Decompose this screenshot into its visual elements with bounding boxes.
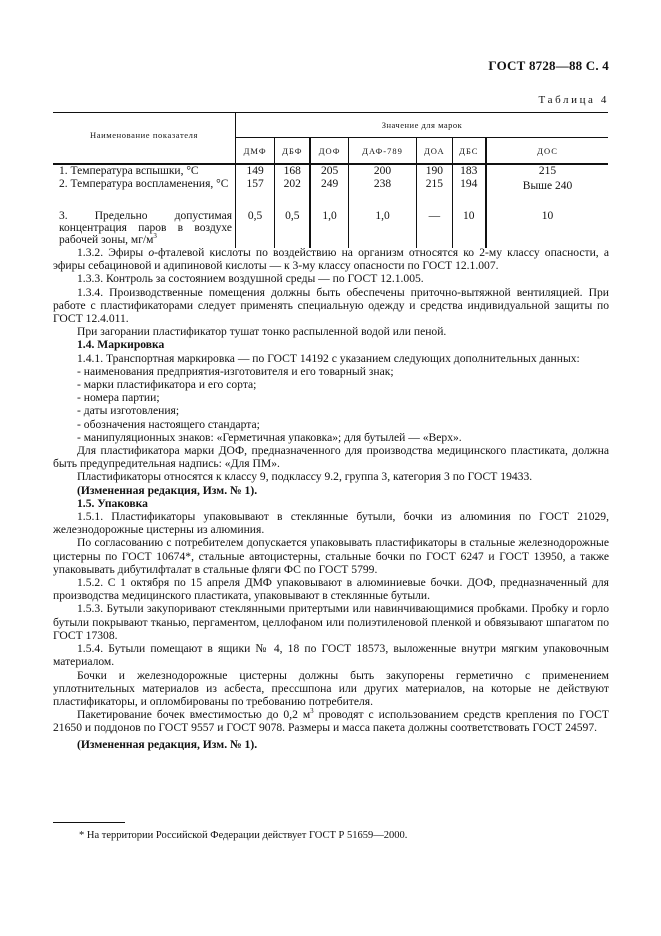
paragraph-1-5-4: 1.5.4. Бутыли помещают в ящики № 4, 18 по ГОСТ 18573, выложенные внутри мягким упаковочным материалом. <box>53 642 609 669</box>
paragraph-1-3-2 <box>53 246 609 272</box>
paragraph-1-5-2: 1.5.2. С 1 октября по 15 апреля ДМФ упаковывают в алюминиевые бочки. ДОФ, предназначенный для производства медицинского пластиката, упаковывают в стеклянные бутыли. <box>53 576 609 603</box>
paragraph-fire: При загорании пластификатор тушат тонко распыленной водой или пеной. <box>77 325 447 339</box>
table-cell: 10 <box>452 210 486 248</box>
column-header-indicator: Наименование показателя <box>53 113 236 165</box>
paragraph-agreement: По согласованию с потребителем допускается упаковывать пластификаторы в стальные железнодорожные цистерны по ГОСТ 10674*, стальные автоцистерны, стальные бочки по ГОСТ 6247 и ГОСТ 13950, а также упаковывать дибутилфталат в стальные фляги ФС по ГОСТ 5799. <box>53 536 609 576</box>
paragraph-1-4-1: 1.4.1. Транспортная маркировка — по ГОСТ 14192 с указанием следующих дополнительных данных: <box>77 351 580 365</box>
paragraph-dof: Для пластификатора марки ДОФ, предназначенного для производства медицинского пластиката, должна быть предупредительная надпись: «Для ПМ». <box>53 444 609 471</box>
list-item: - манипуляционных знаков: «Герметичная упаковка»; для бутылей — «Верх». <box>53 431 609 444</box>
column-header-dof: ДОФ <box>310 138 348 164</box>
table-cell: 0,5 <box>275 210 311 248</box>
superscript: 3 <box>310 707 314 716</box>
document-body <box>53 246 609 751</box>
table-row <box>53 210 608 248</box>
table-cell: 183 <box>452 164 486 178</box>
marking-list <box>53 365 609 444</box>
table-cell: 200 <box>348 164 416 178</box>
list-item: - наименования предприятия-изготовителя и его товарный знак; <box>53 365 609 378</box>
list-item: - даты изготовления; <box>53 404 609 417</box>
table-cell: 1,0 <box>348 210 416 248</box>
table-cell: 190 <box>417 164 452 178</box>
footnote-divider <box>53 822 125 823</box>
paragraph-1-3-3: 1.3.3. Контроль за состоянием воздушной среды — по ГОСТ 12.1.005. <box>77 272 424 286</box>
table-cell: — <box>417 210 452 248</box>
list-item: - номера партии; <box>53 391 609 404</box>
text: проводят с использованием средств крепления по ГОСТ 21650 и поддонов по ГОСТ 9557 и ГОСТ 9078. Размеры и масса пакета должны соответствовать ГОСТ 24597. <box>53 708 610 735</box>
table-row <box>53 178 608 210</box>
table-cell: 194 <box>452 178 486 210</box>
paragraph-1-5-3: 1.5.3. Бутыли закупоривают стеклянными притертыми или навинчивающимися пробками. Пробку и горло бутыли покрывают тканью, пергаментом, целлофаном или полиэтиленовой пленкой и обвязывают шпагатом по ГОСТ 17308. <box>53 602 609 642</box>
footnote: * На территории Российской Федерации действует ГОСТ Р 51659—2000. <box>79 830 408 841</box>
row-label-text: 3. Предельно допустимая концентрация паров в воздухе рабочей зоны, мг/м <box>59 210 232 246</box>
amendment-note: (Измененная редакция, Изм. № 1). <box>77 483 258 497</box>
table-cell: 10 <box>486 210 608 248</box>
table-cell: 202 <box>275 178 311 210</box>
paragraph-1-3-4: 1.3.4. Производственные помещения должны быть обеспечены приточно-вытяжной вентиляцией. При работе с пластификаторами следует применять специальную одежду и средства индивидуальной защиты по ГОСТ 12.4.011. <box>53 285 609 326</box>
italic-text: о <box>148 246 155 259</box>
amendment-note: (Измененная редакция, Изм. № 1). <box>77 737 258 751</box>
table-cell: 0,5 <box>247 210 263 222</box>
table-cell: 149 <box>246 165 264 177</box>
text: 1.3.2. Эфиры <box>77 246 149 259</box>
column-header-dmf: ДМФ <box>236 138 275 164</box>
text: -фталевой кислоты по воздействию на организм относятся ко 2-му классу опасности, а эфиры себациновой и адипиновой кислоты — к 3-му классу опасности по ГОСТ 12.1.007. <box>53 246 609 273</box>
table-cell: 1,0 <box>310 210 348 248</box>
column-header-dbf: ДБФ <box>275 138 311 164</box>
list-item: - марки пластификатора и его сорта; <box>53 378 609 391</box>
column-header-dbs: ДБС <box>452 138 486 164</box>
table-cell: 249 <box>310 178 348 210</box>
text: Пакетирование бочек вместимостью до 0,2 м <box>77 708 311 722</box>
table-cell: 238 <box>348 178 416 210</box>
table-cell: Выше 240 <box>486 178 608 210</box>
page-header-standard-ref: ГОСТ 8728—88 С. 4 <box>488 58 609 73</box>
table-row <box>53 164 608 178</box>
column-header-doa: ДОА <box>417 138 452 164</box>
table-cell: 215 <box>417 178 452 210</box>
section-heading-1-4: 1.4. Маркировка <box>77 338 165 352</box>
column-group-header: Значение для марок <box>236 113 609 138</box>
table-cell: 205 <box>310 164 348 178</box>
row-label <box>53 210 236 248</box>
paragraph-class: Пластификаторы относятся к классу 9, подклассу 9.2, группа 3, категория 3 по ГОСТ 19433. <box>77 470 533 484</box>
column-header-daf789: ДАФ-789 <box>348 138 416 164</box>
list-item: - обозначения настоящего стандарта; <box>53 418 609 431</box>
table-caption: Таблица 4 <box>538 94 609 106</box>
table-cell: 168 <box>275 164 311 178</box>
row-label: 1. Температура вспышки, °С <box>53 164 236 178</box>
paragraph-1-5-1: 1.5.1. Пластификаторы упаковывают в стеклянные бутыли, бочки из алюминия по ГОСТ 21029, железнодорожные цистерны из алюминия. <box>53 510 609 537</box>
paragraph-packaging <box>53 708 609 734</box>
table-cell: 157 <box>246 178 264 190</box>
column-header-dos: ДОС <box>486 138 608 164</box>
row-label: 2. Температура воспламенения, °С <box>53 178 236 210</box>
paragraph-tanks: Бочки и железнодорожные цистерны должны быть закупорены герметично с применением уплотнительных материалов из асбеста, прессшпона или других материалов, на которые не действуют пластификаторы, и опломбированы по требованию потребителя. <box>53 668 609 708</box>
superscript: 3 <box>153 232 157 241</box>
properties-table <box>53 112 608 248</box>
table-cell: 215 <box>486 164 608 178</box>
section-heading-1-5: 1.5. Упаковка <box>77 496 148 510</box>
